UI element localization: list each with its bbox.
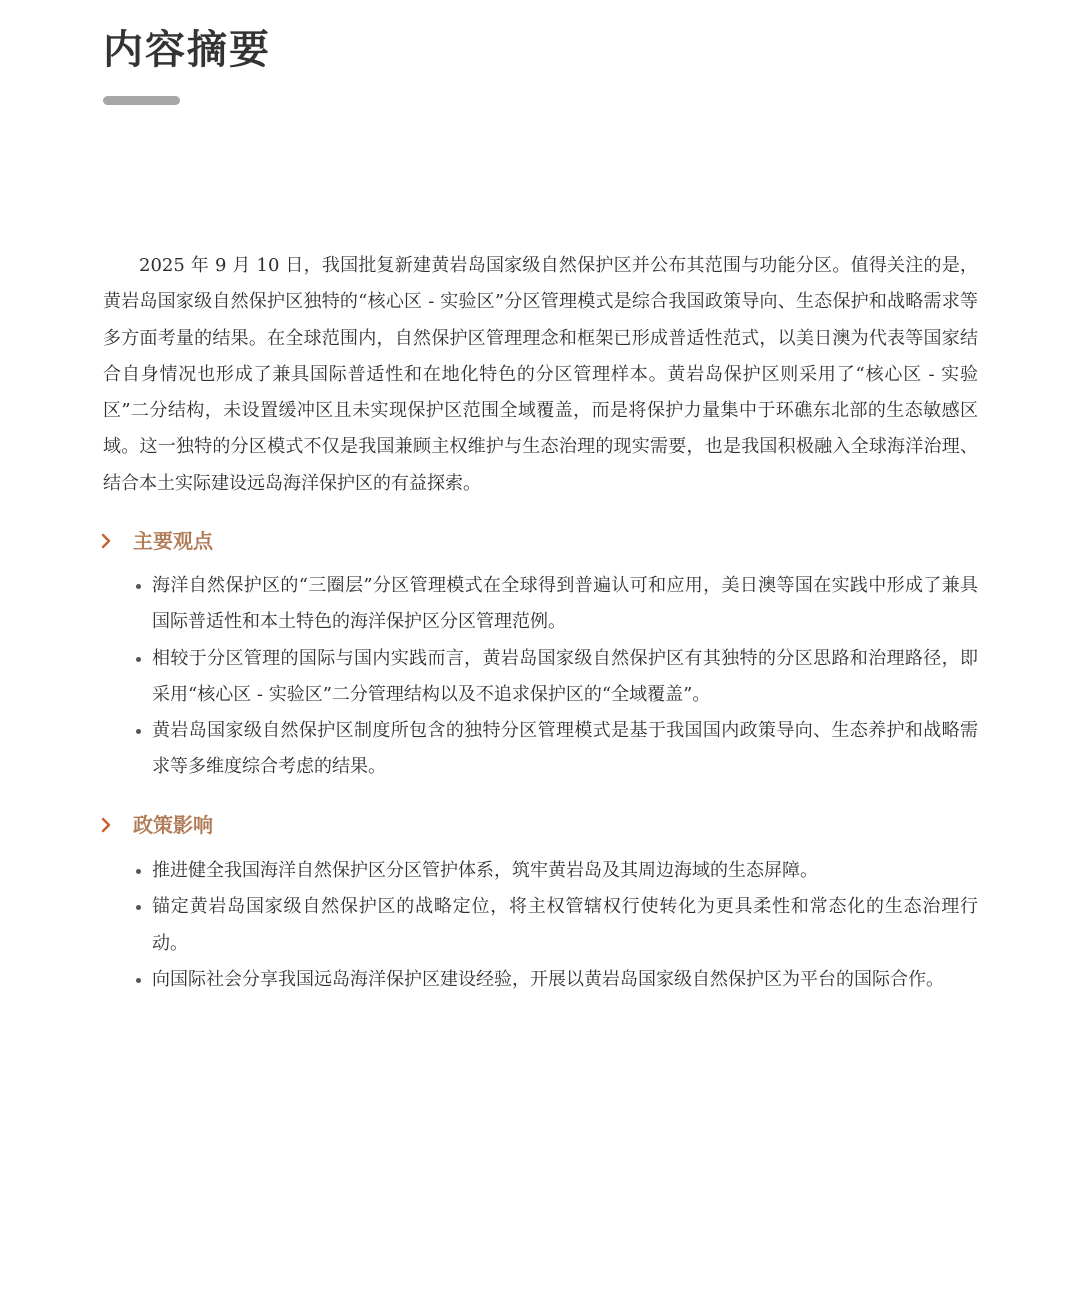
list-item-text: 海洋自然保护区的“三圈层”分区管理模式在全球得到普遍认可和应用，美日澳等国在实践中形成了兼具国际普适性和本土特色的海洋保护区分区管理范例。 (152, 575, 978, 633)
list-item-text: 推进健全我国海洋自然保护区分区管护体系，筑牢黄岩岛及其周边海域的生态屏障。 (152, 860, 818, 881)
list-item (103, 889, 978, 962)
bullet-dot-icon (136, 729, 141, 734)
list-item-text: 黄岩岛国家级自然保护区制度所包含的独特分区管理模式是基于我国国内政策导向、生态养护和战略需求等多维度综合考虑的结果。 (152, 720, 978, 778)
chevron-right-icon (101, 813, 121, 837)
main-points-list (103, 568, 978, 786)
list-item (103, 568, 978, 641)
intro-paragraph: 2025 年 9 月 10 日，我国批复新建黄岩岛国家级自然保护区并公布其范围与功能分区。值得关注的是，黄岩岛国家级自然保护区独特的“核心区 - 实验区”分区管理模式是综合我国政策导向、生态保护和战略需求等多方面考量的结果。在全球范围内，自然保护区管理理念和框架已形成普适性范式，以美日澳为代表等国家结合自身情况也形成了兼具国际普适性和在地化特色的分区管理样本。黄岩岛保护区则采用了“核心区 - 实验区”二分结构，未设置缓冲区且未实现保护区范围全域覆盖，而是将保护力量集中于环礁东北部的生态敏感区域。这一独特的分区模式不仅是我国兼顾主权维护与生态治理的现实需要，也是我国积极融入全球海洋治理、结合本土实际建设远岛海洋保护区的有益探索。 (103, 255, 978, 494)
section-header (103, 528, 978, 558)
list-item (103, 853, 978, 889)
section-title: 政策影响 (133, 813, 213, 837)
list-item (103, 641, 978, 714)
list-item (103, 713, 978, 786)
page-title: 内容摘要 (103, 27, 271, 73)
list-item-text: 向国际社会分享我国远岛海洋保护区建设经验，开展以黄岩岛国家级自然保护区为平台的国际合作。 (152, 968, 944, 990)
chevron-right-icon (101, 529, 121, 553)
bullet-dot-icon (136, 905, 141, 910)
title-underline-bar (103, 96, 180, 105)
bullet-dot-icon (136, 869, 141, 874)
bullet-dot-icon (136, 978, 141, 983)
section-header (103, 812, 978, 842)
list-item-text: 锚定黄岩岛国家级自然保护区的战略定位，将主权管辖权行使转化为更具柔性和常态化的生态治理行动。 (152, 896, 978, 954)
list-item-text: 相较于分区管理的国际与国内实践而言，黄岩岛国家级自然保护区有其独特的分区思路和治理路径，即采用“核心区 - 实验区”二分管理结构以及不追求保护区的“全域覆盖”。 (152, 647, 978, 705)
bullet-dot-icon (136, 657, 141, 662)
section-main-points (103, 528, 978, 778)
section-title: 主要观点 (133, 529, 213, 553)
bullet-dot-icon (136, 584, 141, 589)
section-policy-impact (103, 812, 978, 990)
policy-impact-list (103, 853, 978, 998)
list-item (103, 962, 978, 998)
